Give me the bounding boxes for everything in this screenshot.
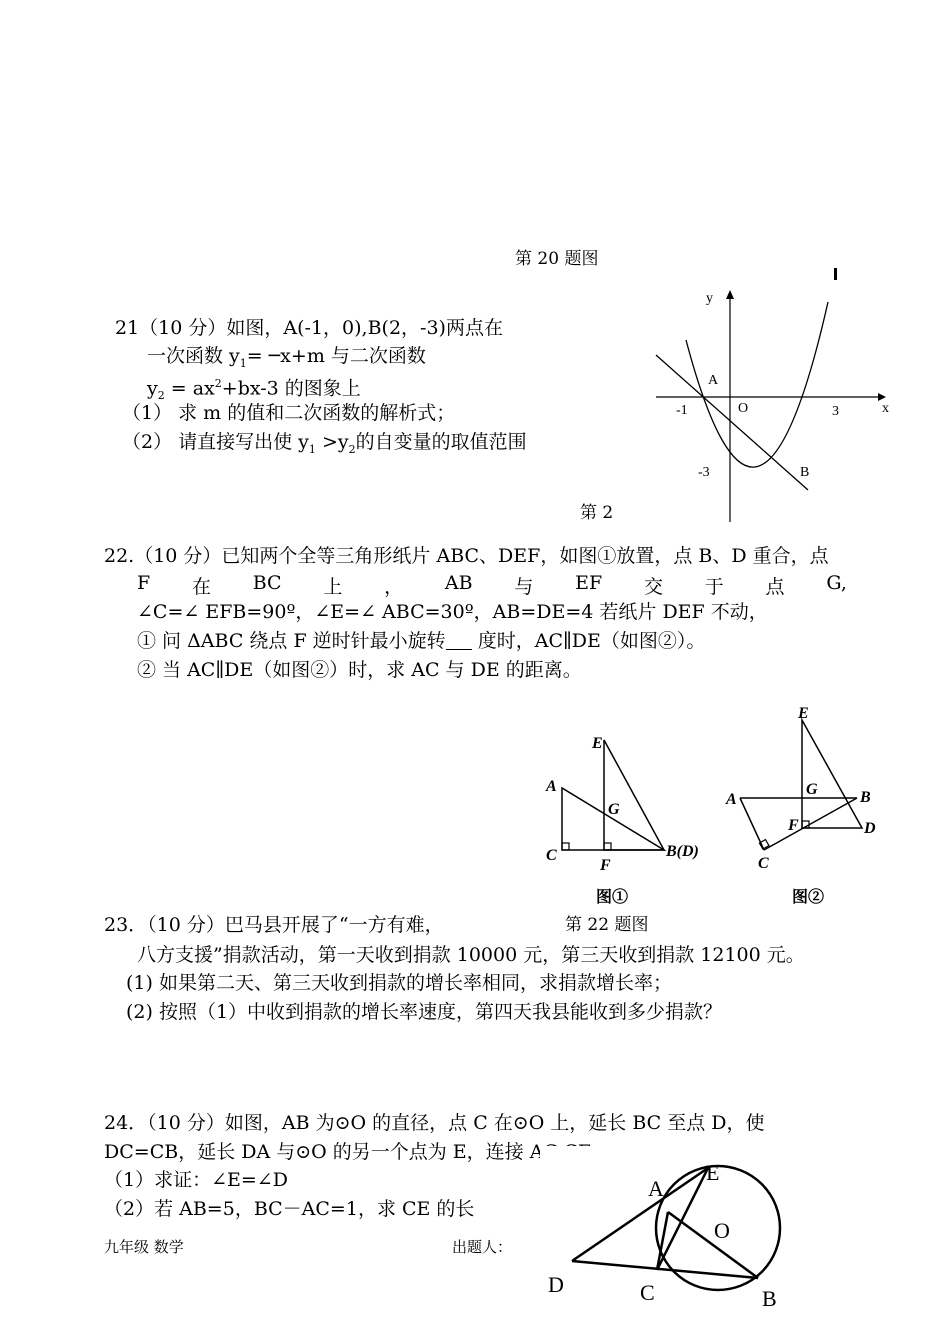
fig1-C: C <box>546 847 557 864</box>
label-minus1: -1 <box>676 403 688 418</box>
q22-w10: 点 <box>765 576 785 598</box>
q24-line1: 24．（10 分）如图，AB 为⊙O 的直径，点 C 在⊙O 上，延长 BC 至点 D，使 <box>104 1112 765 1134</box>
q21-line3a: y <box>147 377 158 400</box>
segment-DB <box>572 1261 758 1278</box>
edge-mark <box>834 268 837 280</box>
fig1-A: A <box>546 778 557 795</box>
q23-item2: (2) 按照（1）中收到捐款的增长率速度，第四天我县能收到多少捐款？ <box>126 1001 723 1023</box>
q22-item1 <box>137 629 705 653</box>
footer-right: 出题人： <box>452 1238 513 1256</box>
footer-left: 九年级 数学 <box>104 1238 184 1256</box>
q22-w11: G, <box>826 572 847 594</box>
fig2-B: B <box>860 789 871 806</box>
q24-item2: （2）若 AB=5，BC－AC=1，求 CE 的长 <box>104 1198 475 1220</box>
segment-CB <box>764 798 857 850</box>
q22-item2: ② 当 AC∥DE（如图②）时，求 AC 与 DE 的距离。 <box>137 659 582 681</box>
q22-line3: ∠C=∠ EFB=90º，∠E=∠ ABC=30º，AB=DE=4 若纸片 DEF 不动， <box>137 601 768 623</box>
q21-line3-sup: 2 <box>214 377 222 390</box>
fig1-BD: B(D) <box>666 843 699 860</box>
q21-item1: （1） 求 m 的值和二次函数的解析式； <box>122 402 456 424</box>
q22-w5: AB <box>444 572 473 594</box>
label-3: 3 <box>832 404 839 419</box>
q22-w0: F <box>137 572 151 594</box>
q21-line3c: +bx-3 的图象上 <box>221 377 361 400</box>
q22-blank <box>446 631 472 650</box>
q23-line1: 23．（10 分）巴马县开展了“一方有难， <box>104 914 444 936</box>
q21-line2a: 一次函数 y <box>147 345 240 367</box>
y-arrow-icon <box>726 290 734 299</box>
q24-item1: （1）求证：∠E=∠D <box>104 1169 288 1191</box>
q21-item2 <box>122 430 527 462</box>
q23-item1: (1) 如果第二天、第三天收到捐款的增长率相同，求捐款增长率； <box>126 972 672 994</box>
q22-fig1 <box>540 728 710 908</box>
q22-line2 <box>137 572 847 599</box>
q22-fig2 <box>722 700 892 910</box>
fig2-A: A <box>726 791 737 808</box>
label-B: B <box>800 465 810 480</box>
triangle-DEF <box>604 740 664 850</box>
fig2-E: E <box>798 705 809 722</box>
label-O: O <box>738 401 749 416</box>
q22-w4: ， <box>384 576 404 598</box>
q22-w9: 于 <box>704 576 724 598</box>
fig24-O: O <box>714 1218 730 1243</box>
q21-item2-sub2: 2 <box>348 442 356 456</box>
fig1-E: E <box>592 735 603 752</box>
fig2-caption: 图② <box>792 889 825 906</box>
q24-fig <box>540 1146 800 1342</box>
q22-fig-caption: 第 22 题图 <box>565 915 649 935</box>
q22-item1b: 度时，AC∥DE（如图②）。 <box>471 630 706 652</box>
segment-DE <box>572 1168 708 1261</box>
q21-line3b: = ax <box>164 377 215 400</box>
right-angle-F <box>604 843 611 850</box>
label-y: y <box>706 291 713 306</box>
q21-line2b: = ─x+m 与二次函数 <box>246 345 426 367</box>
q21-line1: 21（10 分）如图，A(-1，0),B(2，-3)两点在 <box>115 317 503 339</box>
q22-w2: BC <box>252 572 282 594</box>
q21-item2a: （2） 请直接写出使 y <box>122 431 309 453</box>
fig2-F: F <box>788 817 799 834</box>
q22-item1a: ① 问 ΔABC 绕点 F 逆时针最小旋转 <box>137 630 446 652</box>
q21-fig-caption: 第 2 <box>580 503 614 523</box>
label-x: x <box>882 401 889 416</box>
x-arrow-icon <box>878 393 886 401</box>
fig24-D: D <box>548 1272 564 1297</box>
right-angle-C <box>562 843 569 850</box>
fig24-A: A <box>648 1176 664 1201</box>
q21-line3-sub: 2 <box>157 389 165 403</box>
q22-w8: 交 <box>643 576 663 598</box>
q22-w7: EF <box>575 572 603 594</box>
q21-item2-sub1: 1 <box>308 442 316 456</box>
fig1-G: G <box>608 801 620 818</box>
fig2-C: C <box>758 855 769 872</box>
fig2-G: G <box>806 781 818 798</box>
q21-line2-sub: 1 <box>239 356 247 370</box>
q22-w3: 上 <box>323 576 343 598</box>
line-y1 <box>656 355 808 490</box>
fig1-F: F <box>600 857 611 874</box>
fig2-D: D <box>864 820 876 837</box>
label-minus3: -3 <box>698 465 710 480</box>
triangle-ABC <box>562 788 664 850</box>
q21-graph <box>650 282 900 527</box>
fig24-B: B <box>762 1286 777 1311</box>
q21-item2b: >y <box>315 431 349 453</box>
q22-line1: 22.（10 分）已知两个全等三角形纸片 ABC、DEF，如图①放置，点 B、D 重合，点 <box>104 545 829 567</box>
fig1-caption: 图① <box>596 889 629 906</box>
q24-line2: DC=CB，延长 DA 与⊙O 的另一个点为 E，连接 AC,CE <box>104 1141 592 1163</box>
q22-w6: 与 <box>514 576 534 598</box>
fig24-C: C <box>640 1280 655 1305</box>
fig20-caption: 第 20 题图 <box>515 249 599 269</box>
segment-CE <box>657 1168 708 1270</box>
q23-line2: 八方支援”捐款活动，第一天收到捐款 10000 元，第三天收到捐款 12100 元。 <box>137 944 805 966</box>
fig24-E: E <box>706 1160 720 1185</box>
label-A: A <box>708 373 719 388</box>
q22-w1: 在 <box>191 576 211 598</box>
q21-item2c: 的自变量的取值范围 <box>355 431 527 453</box>
